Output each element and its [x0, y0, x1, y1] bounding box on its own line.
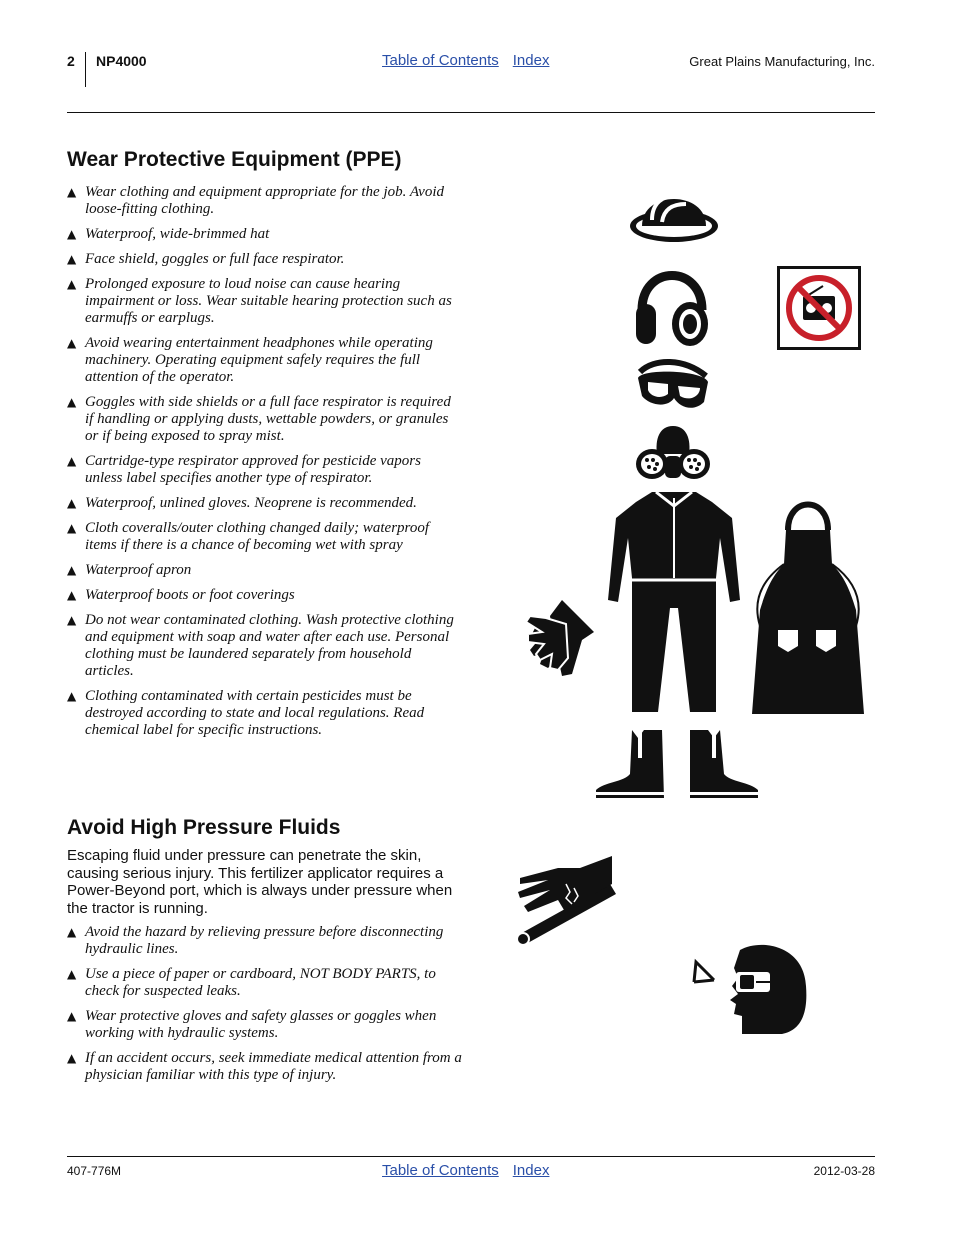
list-item: ▲ Avoid wearing entertainment headphones while operating machinery. Operating equipment safely requires the full attention of the operator.	[67, 335, 462, 386]
header-rule	[67, 112, 875, 113]
ppe-list	[67, 184, 462, 739]
no-radio-icon	[777, 266, 861, 350]
list-item: ▲ Clothing contaminated with certain pesticides must be destroyed according to state and local regulations. Read chemical label for specific instructions.	[67, 688, 462, 739]
list-item: ▲ Cloth coveralls/outer clothing changed daily; waterproof items if there is a chance of becoming wet with spray	[67, 520, 462, 554]
list-item: ▲ Wear clothing and equipment appropriate for the job. Avoid loose-fitting clothing.	[67, 184, 462, 218]
respirator-icon	[635, 424, 711, 482]
face-goggles-icon	[692, 942, 810, 1038]
boots-icon	[594, 728, 760, 802]
list-item: ▲ Cartridge-type respirator approved for pesticide vapors unless label specifies another type of respirator.	[67, 453, 462, 487]
toc-link[interactable]: Table of Contents	[382, 1162, 499, 1179]
earmuffs-icon	[634, 260, 710, 348]
index-link[interactable]: Index	[512, 1162, 550, 1179]
list-item: ▲ Waterproof, wide-brimmed hat	[67, 226, 462, 243]
gloves-icon	[522, 598, 596, 678]
fluids-intro: Escaping fluid under pressure can penetrate the skin, causing serious injury. This fertilizer applicator requires a Power-Beyond port, which is always under pressure when the tractor is running.	[67, 847, 453, 917]
hat-icon	[628, 182, 720, 246]
hand-leak-icon	[514, 854, 618, 946]
doc-date: 2012-03-28	[813, 1164, 875, 1178]
goggles-icon	[634, 356, 712, 414]
list-item: ▲ Waterproof, unlined gloves. Neoprene is recommended.	[67, 495, 462, 512]
header-divider	[85, 52, 86, 87]
fluids-title: Avoid High Pressure Fluids	[67, 816, 341, 839]
index-link[interactable]: Index	[512, 52, 550, 69]
list-item: ▲ If an accident occurs, seek immediate medical attention from a physician familiar with this type of injury.	[67, 1050, 462, 1084]
list-item: ▲ Waterproof apron	[67, 562, 462, 579]
coveralls-icon	[604, 488, 744, 724]
list-item: ▲ Prolonged exposure to loud noise can cause hearing impairment or loss. Wear suitable hearing protection such as earmuffs or earplugs.	[67, 276, 462, 327]
list-item: ▲ Waterproof boots or foot coverings	[67, 587, 462, 604]
apron-icon	[752, 490, 864, 716]
footer-nav	[382, 1162, 549, 1180]
list-item: ▲ Do not wear contaminated clothing. Wash protective clothing and equipment with soap and water after each use. Personal clothing must be laundered separately from household articles.	[67, 612, 462, 680]
header-nav	[382, 52, 549, 70]
ppe-title: Wear Protective Equipment (PPE)	[67, 148, 402, 171]
toc-link[interactable]: Table of Contents	[382, 52, 499, 69]
footer-rule	[67, 1156, 875, 1157]
company-name: Great Plains Manufacturing, Inc.	[689, 54, 875, 69]
model-name: NP4000	[96, 53, 147, 69]
page-number: 2	[67, 53, 75, 69]
list-item: ▲ Goggles with side shields or a full face respirator is required if handling or applying dusts, wettable powders, or granules or if being exposed to spray mist.	[67, 394, 462, 445]
fluids-list	[67, 924, 462, 1084]
list-item: ▲ Face shield, goggles or full face respirator.	[67, 251, 462, 268]
list-item: ▲ Avoid the hazard by relieving pressure before disconnecting hydraulic lines.	[67, 924, 462, 958]
doc-number: 407-776M	[67, 1164, 122, 1178]
list-item: ▲ Wear protective gloves and safety glasses or goggles when working with hydraulic systems.	[67, 1008, 462, 1042]
list-item: ▲ Use a piece of paper or cardboard, NOT BODY PARTS, to check for suspected leaks.	[67, 966, 462, 1000]
